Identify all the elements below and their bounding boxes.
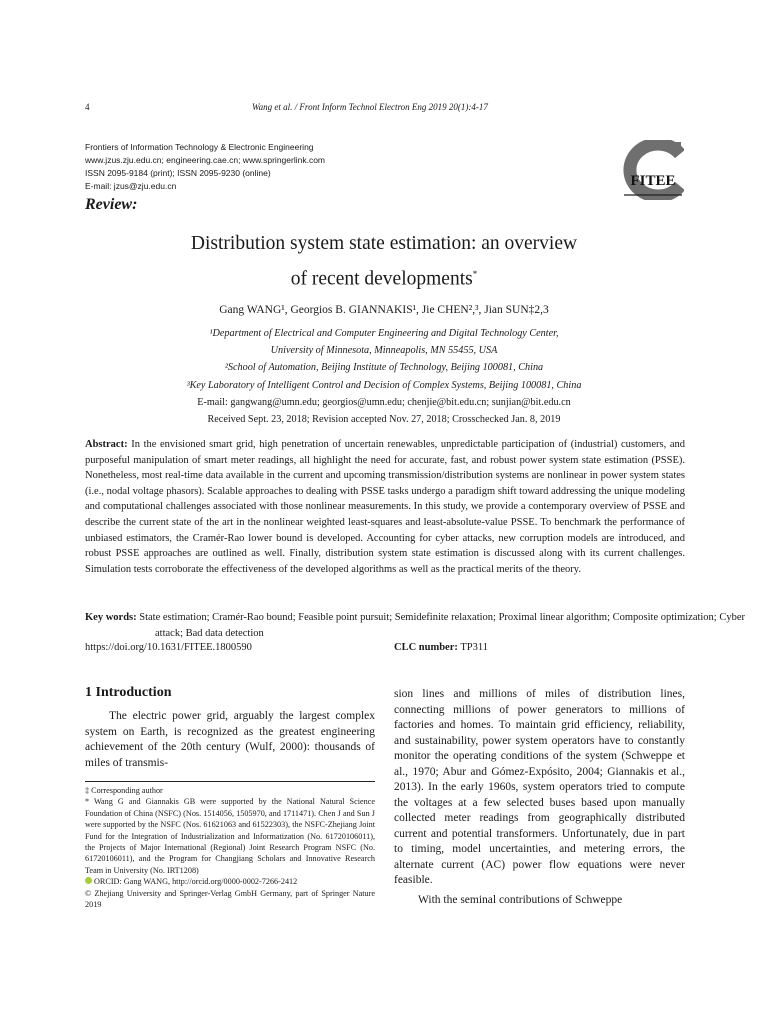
article-title <box>60 228 708 295</box>
corresponding-author-note: ‡ Corresponding author <box>85 786 163 795</box>
article-dates: Received Sept. 23, 2018; Revision accepted Nov. 27, 2018; Crosschecked Jan. 8, 2019 <box>207 414 561 426</box>
footnotes <box>85 781 375 910</box>
section-heading: 1 Introduction <box>85 685 172 700</box>
intro-paragraph-next: With the seminal contributions of Schweppe <box>418 893 623 906</box>
affiliation-line: ²School of Automation, Beijing Institute of Technology, Beijing 100081, China <box>224 362 544 374</box>
funding-note: * Wang G and Giannakis GB were supported by the National Natural Science Foundation of China (NSFC) (Nos. 1514056, 1505970, and 1711471). Chen J and Sun J were supported by the NSFC (Nos. 61621063 and 61522303), the NSFC-Zhejiang Joint Fund for the Integration of Industrialization and Informatization (No. 61720106011), the Projects of Major International (Regional) Joint Research Program NSFC (No. 61720106011), and the Program for Changjiang Scholars and Innovative Research Team in University (No. IRT1208) <box>85 797 375 875</box>
title-footnote-marker: * <box>472 269 478 279</box>
fitee-logo <box>622 140 684 200</box>
orcid-icon <box>85 877 92 884</box>
keywords-text: State estimation; Cramér-Rao bound; Feasible point pursuit; Semidefinite relaxation; Proximal linear algorithm; Composite optimization; Cyber attack; Bad data detection <box>139 612 746 639</box>
orcid-text[interactable]: ORCID: Gang WANG, http://orcid.org/0000-0002-7266-2412 <box>94 877 298 887</box>
intro-paragraph-continued: sion lines and millions of miles of distribution lines, connecting millions of power generators to millions of factories and homes. To maintain grid efficiency, reliability, and sustainability, power system operators have to constantly monitor the operating conditions of the system (Schweppe et al., 1970; Abur and Gómez-Expósito, 2004; Giannakis et al., 2013). In the early 1960s, system operators tried to compute the voltages at a few selected buses based upon manually collected meter readings from geographically distributed current and potential transformers. Unfortunately, due in part to timing, model uncertainties, and metering errors, the alternate current (AC) power flow equations were never feasible. <box>394 688 685 886</box>
journal-name: Frontiers of Information Technology & Electronic Engineering <box>85 142 314 152</box>
affiliations <box>60 325 708 428</box>
title-line-2: of recent developments <box>290 268 473 290</box>
abstract-text: In the envisioned smart grid, high penetration of uncertain renewables, unpredictable participation of (industrial) customers, and purposeful manipulation of smart meter readings, all highlight the need for accurate, fast, and robust power system state estimation (PSSE). Nonetheless, most real-time data available in the current and upcoming transmission/distribution systems are nonlinear in power system states (i.e., nodal voltage phasors). Scalable approaches to dealing with PSSE tasks undergo a paradigm shift toward addressing the unique modeling and computational challenges associated with those nonlinear measurements. In this study, we provide a contemporary overview of PSSE and describe the current state of the art in the nonlinear weighted least-squares and least-absolute-value PSSE. To benchmark the performance of unbiased estimators, the Cramér-Rao lower bound is developed. Accounting for cyber attacks, new corruption models are introduced, and robust PSSE approaches are outlined as well. Finally, distribution system state estimation is discussed along with its current challenges. Simulation tests corroborate the effectiveness of the developed algorithms as well as the practical merits of the theory. <box>85 439 686 575</box>
title-line-1: Distribution system state estimation: an overview <box>190 233 578 254</box>
abstract <box>85 437 685 577</box>
logo-text: FITEE <box>630 173 676 189</box>
clc-value: TP311 <box>460 642 488 653</box>
affiliation-line: ³Key Laboratory of Intelligent Control and Decision of Complex Systems, Beijing 100081, China <box>186 379 582 391</box>
page-number: 4 <box>85 102 90 112</box>
journal-websites: www.jzus.zju.edu.cn; engineering.cae.cn; www.springerlink.com <box>85 155 326 165</box>
keywords <box>85 610 755 642</box>
left-column <box>85 685 375 771</box>
journal-issn: ISSN 2095-9184 (print); ISSN 2095-9230 (online) <box>85 168 271 178</box>
author-list: Gang WANG¹, Georgios B. GIANNAKIS¹, Jie CHEN²,³, Jian SUN‡2,3 <box>219 304 549 316</box>
doi-link[interactable]: https://doi.org/10.1631/FITEE.1800590 <box>85 642 252 653</box>
author-emails: E-mail: gangwang@umn.edu; georgios@umn.edu; chenjie@bit.edu.cn; sunjian@bit.edu.cn <box>197 396 571 408</box>
right-column <box>394 687 685 908</box>
copyright-note: © Zhejiang University and Springer-Verlag GmbH Germany, part of Springer Nature 2019 <box>85 888 375 910</box>
clc-number <box>394 642 488 653</box>
running-head: Wang et al. / Front Inform Technol Electron Eng 2019 20(1):4-17 <box>252 102 488 112</box>
keywords-label: Key words: <box>85 612 137 623</box>
article-type: Review: <box>85 196 138 213</box>
intro-paragraph: The electric power grid, arguably the largest complex system on Earth, is recognized as the greatest engineering achievement of the 20th century (Wulf, 2000): thousands of miles of transmis- <box>85 710 375 769</box>
orcid-note <box>85 876 375 887</box>
affiliation-line: University of Minnesota, Minneapolis, MN 55455, USA <box>270 345 498 357</box>
journal-info <box>85 141 325 193</box>
affiliation-line: ¹Department of Electrical and Computer Engineering and Digital Technology Center, <box>209 328 559 339</box>
journal-email: E-mail: jzus@zju.edu.cn <box>85 181 177 191</box>
abstract-label: Abstract: <box>85 439 128 450</box>
clc-label: CLC number: <box>394 642 458 653</box>
